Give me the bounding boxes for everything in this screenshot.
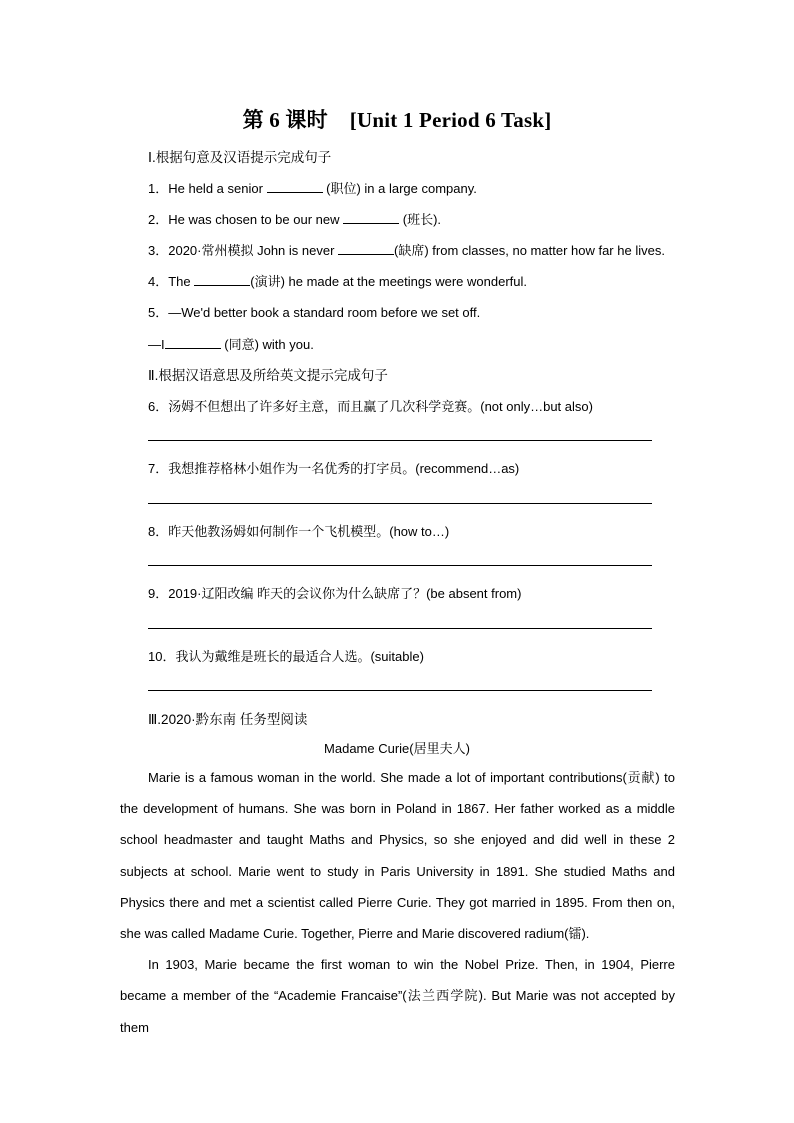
article-title: Madame Curie(居里夫人) <box>324 741 470 756</box>
section1-heading: Ⅰ.根据句意及汉语提示完成句子 <box>148 150 332 165</box>
title-lesson: 第 6 课时 <box>242 108 328 132</box>
article-paragraph-2: In 1903, Marie became the first woman to win the Nobel Prize. Then, in 1904, Pierre became a member of the “Academie Francaise”(法兰西学院). But Marie was not accepted by them <box>120 957 675 1035</box>
question-1: 1．He held a senior (职位) in a large company. <box>148 181 477 196</box>
answer-line-9[interactable] <box>148 628 652 629</box>
page-title <box>0 104 794 134</box>
question-6: 6．汤姆不但想出了许多好主意，而且赢了几次科学竞赛。(not only…but also) <box>148 399 593 414</box>
question-3: 3．2020·常州模拟 John is never (缺席) from classes, no matter how far he lives. <box>148 243 665 258</box>
answer-blank-3[interactable] <box>338 243 394 255</box>
question-9: 9．2019·辽阳改编 昨天的会议你为什么缺席了？(be absent from) <box>148 586 522 601</box>
section2-heading: Ⅱ.根据汉语意思及所给英文提示完成句子 <box>148 368 388 383</box>
question-10: 10．我认为戴维是班长的最适合人选。(suitable) <box>148 649 424 664</box>
answer-line-10[interactable] <box>148 690 652 691</box>
question-5: 5．—We'd better book a standard room before we set off. <box>148 305 481 320</box>
answer-blank-4[interactable] <box>194 274 250 286</box>
answer-blank-1[interactable] <box>267 181 323 193</box>
question-5-reply: —I (同意) with you. <box>148 337 314 352</box>
article-paragraph-1: Marie is a famous woman in the world. She made a lot of important contributions(贡献) to the development of humans. She was born in Poland in 1867. Her father worked as a middle school headmaster and taught Maths and Physics, so she enjoyed and did well in these 2 subjects at school. Marie went to study in Paris University in 1891. She studied Maths and Physics there and met a scientist called Pierre Curie. They got married in 1895. From then on, she was called Madame Curie. Together, Pierre and Marie discovered radium(镭). <box>120 770 675 942</box>
answer-line-6[interactable] <box>148 440 652 441</box>
section3-heading: Ⅲ.2020·黔东南 任务型阅读 <box>148 712 308 727</box>
title-unit: [Unit 1 Period 6 Task] <box>349 108 552 132</box>
answer-line-7[interactable] <box>148 503 652 504</box>
question-4: 4．The (演讲) he made at the meetings were wonderful. <box>148 274 527 289</box>
answer-blank-5[interactable] <box>165 337 221 349</box>
question-2: 2．He was chosen to be our new (班长). <box>148 212 442 227</box>
answer-blank-2[interactable] <box>343 212 399 224</box>
question-8: 8．昨天他教汤姆如何制作一个飞机模型。(how to…) <box>148 524 450 539</box>
question-7: 7．我想推荐格林小姐作为一名优秀的打字员。(recommend…as) <box>148 461 520 476</box>
article-body <box>120 762 675 1043</box>
answer-line-8[interactable] <box>148 565 652 566</box>
